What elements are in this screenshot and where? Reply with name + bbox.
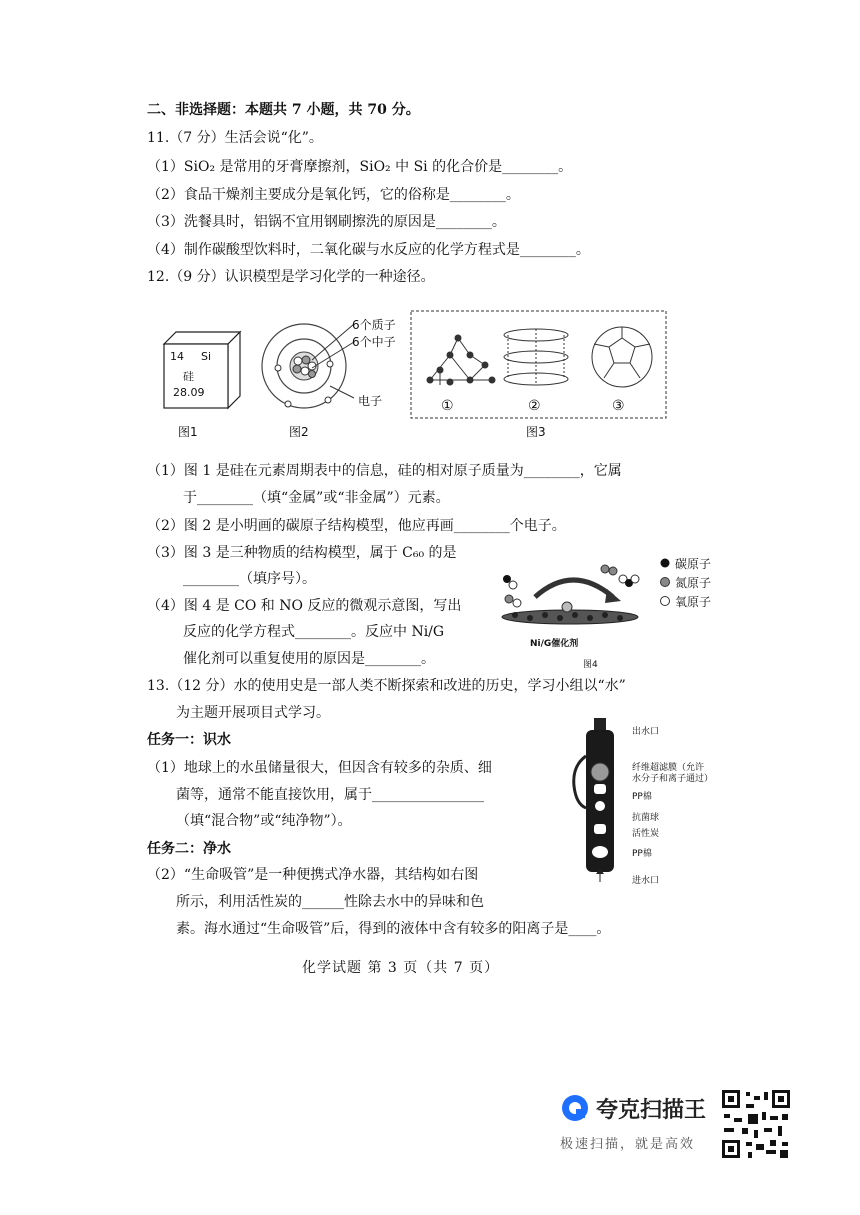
- q11-item-2: （2）食品干燥剂主要成分是氧化钙，它的俗称是________。: [147, 187, 520, 203]
- legend-oxygen: 氧原子: [675, 595, 712, 609]
- q11-item-3: （3）洗餐具时，铝锅不宜用钢刷擦洗的原因是________。: [147, 214, 506, 230]
- q12-item-4a: （4）图 4 是 CO 和 NO 反应的微观示意图，写出: [147, 598, 462, 614]
- task2-item-c: 素。海水通过“生命吸管”后，得到的液体中含有较多的阳离子是____。: [176, 921, 611, 937]
- q11-title: 11.（7 分）生活会说“化”。: [147, 130, 323, 146]
- watermark-slogan: 极速扫描，就是高效: [560, 1137, 696, 1152]
- fig3-label-2: ②: [528, 398, 541, 414]
- task1-item-b: 菌等，通常不能直接饮用，属于________________: [176, 787, 484, 803]
- fig3-caption: 图3: [526, 425, 546, 439]
- task1-item-c: （填“混合物”或“纯净物”）。: [176, 813, 352, 829]
- straw-label-pp-cotton-2: PP棉: [632, 849, 652, 859]
- task2-item-a: （2）“生命吸管”是一种便携式净水器，其结构如右图: [147, 867, 479, 883]
- fig1-atomic-mass: 28.09: [173, 386, 205, 399]
- straw-label-outlet: 出水口: [632, 727, 660, 737]
- q12-item-3b: ________（填序号）。: [183, 571, 316, 587]
- q12-item-4c: 催化剂可以重复使用的原因是________。: [183, 651, 435, 667]
- q11-item-1: （1）SiO₂ 是常用的牙膏摩擦剂，SiO₂ 中 Si 的化合价是________。: [147, 159, 573, 175]
- fig2-atom-model: [258, 316, 358, 416]
- q12-item-1b: 于________（填“金属”或“非金属”）元素。: [183, 490, 450, 506]
- fig2-proton-label: 6个质子: [352, 318, 396, 332]
- q12-item-1a: （1）图 1 是硅在元素周期表中的信息，硅的相对原子质量为________，它属: [147, 463, 622, 479]
- q12-title: 12.（9 分）认识模型是学习化学的一种途径。: [147, 269, 435, 285]
- fig1-caption: 图1: [178, 425, 198, 439]
- q13-title: 13.（12 分）水的使用史是一部人类不断探索和改进的历史，学习小组以“水”: [147, 678, 626, 694]
- straw-label-membrane-note: 水分子和离子通过）: [632, 774, 714, 784]
- q12-item-3a: （3）图 3 是三种物质的结构模型，属于 C₆₀ 的是: [147, 545, 457, 561]
- quark-logo-icon: [560, 1093, 590, 1123]
- fig4-caption: 图4: [583, 660, 598, 670]
- q12-item-4b: 反应的化学方程式________。反应中 Ni/G: [183, 624, 445, 640]
- straw-label-pp-cotton-1: PP棉: [632, 792, 652, 802]
- task1-item-a: （1）地球上的水虽储量很大，但因含有较多的杂质、细: [147, 760, 492, 776]
- fig2-neutron-label: 6个中子: [352, 335, 396, 349]
- fig2-electron-label: 电子: [358, 394, 383, 408]
- fig4-legend-markers: [658, 556, 672, 616]
- fig1-atomic-number: 14: [170, 350, 184, 363]
- qr-code-icon: [720, 1088, 792, 1160]
- straw-label-membrane: 纤维超滤膜（允许: [632, 763, 705, 773]
- straw-label-charcoal: 活性炭: [632, 829, 660, 839]
- task1-heading: 任务一：识水: [147, 732, 231, 748]
- fig1-element-name: 硅: [183, 370, 194, 383]
- page-footer: 化学试题 第 3 页（共 7 页）: [302, 960, 500, 976]
- fig4-reaction-diagram: [495, 555, 650, 635]
- legend-carbon: 碳原子: [675, 557, 712, 571]
- q13-title-cont: 为主题开展项目式学习。: [176, 705, 330, 721]
- watermark-brand: 夸克扫描王: [596, 1098, 707, 1123]
- section-heading: 二、非选择题：本题共 7 小题，共 70 分。: [147, 102, 420, 118]
- straw-label-antibacterial: 抗菌球: [632, 813, 660, 823]
- fig1-symbol: Si: [201, 350, 212, 363]
- fig3-label-3: ③: [612, 398, 625, 414]
- fig2-caption: 图2: [289, 425, 309, 439]
- fig4-catalyst-label: Ni/G催化剂: [530, 639, 579, 649]
- q12-item-2: （2）图 2 是小明画的碳原子结构模型，他应再画________个电子。: [147, 518, 566, 534]
- legend-nitrogen: 氮原子: [675, 576, 712, 590]
- straw-label-inlet: 进水口: [632, 876, 660, 886]
- q11-item-4: （4）制作碳酸型饮料时，二氧化碳与水反应的化学方程式是________。: [147, 242, 590, 258]
- life-straw-diagram: [568, 716, 626, 884]
- task2-item-b: 所示，利用活性炭的______性除去水中的异味和色: [176, 894, 484, 910]
- fig3-label-1: ①: [441, 398, 454, 414]
- task2-heading: 任务二：净水: [147, 841, 231, 857]
